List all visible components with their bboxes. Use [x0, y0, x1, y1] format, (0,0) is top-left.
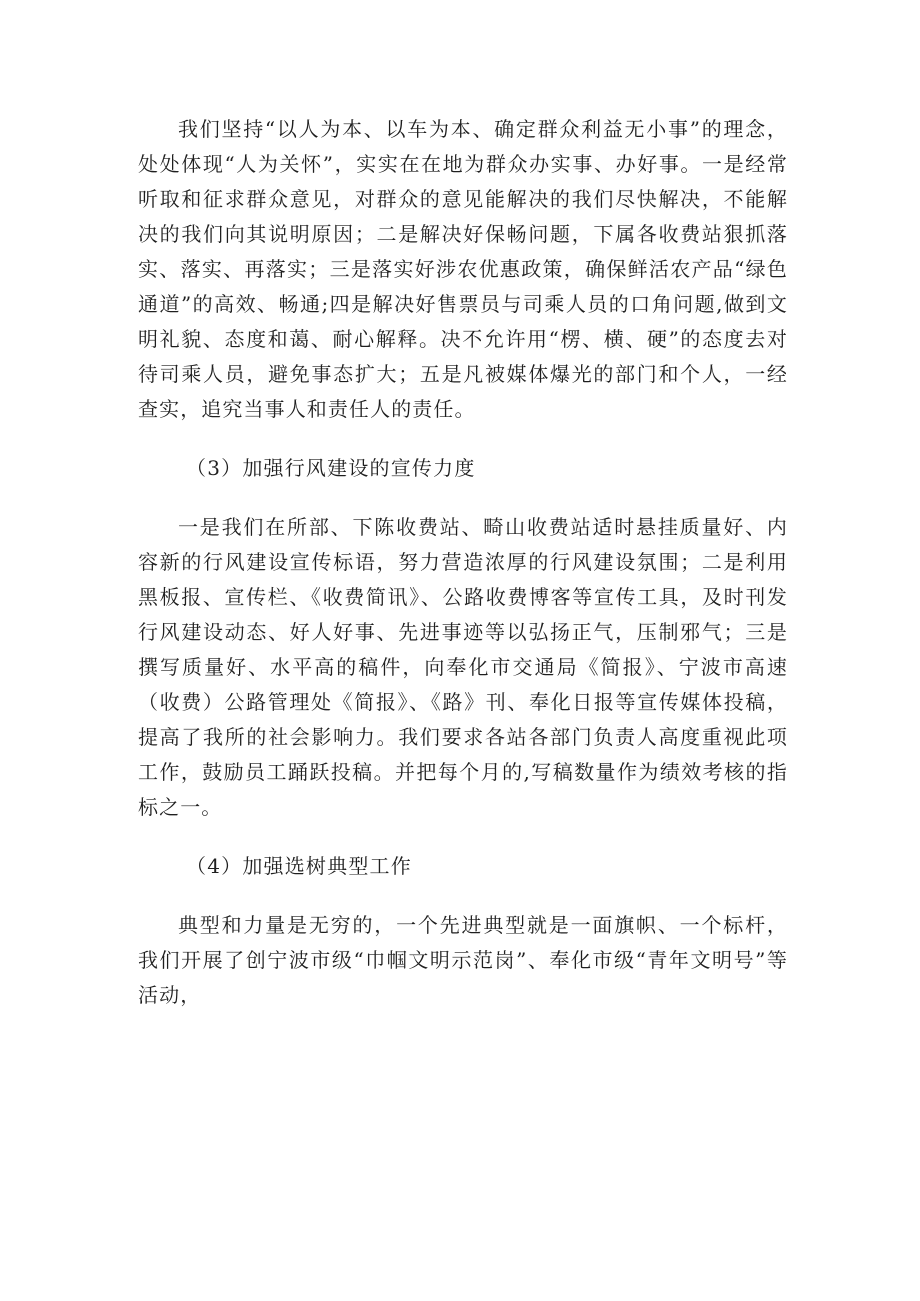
paragraph-gap [138, 884, 788, 908]
section-heading-role-models: （4）加强选树典型工作 [186, 854, 412, 878]
paragraph-gap [138, 427, 788, 451]
section-heading-publicity: （3）加强行风建设的宣传力度 [186, 456, 476, 480]
paragraph-publicity: 一是我们在所部、下陈收费站、畸山收费站适时悬挂质量好、内容新的行风建设宣传标语，努力营造浓厚的行风建设氛围；二是利用黑板报、宣传栏、《收费简讯》、公路收费博客等宣传工具，及时刊发行风建设动态、好人好事、先进事迹等以弘扬正气，压制邪气；三是撰写质量好、水平高的稿件，向奉化市交通局《简报》、宁波市高速（收费）公路管理处《简报》、《路》刊、奉化日报等宣传媒体投稿，提高了我所的社会影响力。我们要求各站各部门负责人高度重视此项工作，鼓励员工踊跃投稿。并把每个月的,写稿数量作为绩效考核的指标之一。 [138, 515, 788, 819]
paragraph-gap [138, 486, 788, 510]
paragraph-service-commitment: 我们坚持“以人为本、以车为本、确定群众利益无小事”的理念，处处体现“人为关怀”，实实在在地为群众办实事、办好事。一是经常听取和征求群众意见，对群众的意见能解决的我们尽快解决，不能解决的我们向其说明原因；二是解决好保畅问题，下属各收费站狠抓落实、落实、再落实；三是落实好涉农优惠政策，确保鲜活农产品“绿色通道”的高效、畅通;四是解决好售票员与司乘人员的口角问题,做到文明礼貌、态度和蔼、耐心解释。决不允许用“楞、横、硬”的态度去对待司乘人员，避免事态扩大；五是凡被媒体爆光的部门和个人，一经查实，追究当事人和责任人的责任。 [138, 117, 788, 421]
document-body [138, 112, 788, 1013]
paragraph-gap [138, 825, 788, 849]
paragraph-role-models: 典型和力量是无穷的，一个先进典型就是一面旗帜、一个标杆，我们开展了创宁波市级“巾帼文明示范岗”、奉化市级“青年文明号”等活动， [138, 913, 788, 1007]
